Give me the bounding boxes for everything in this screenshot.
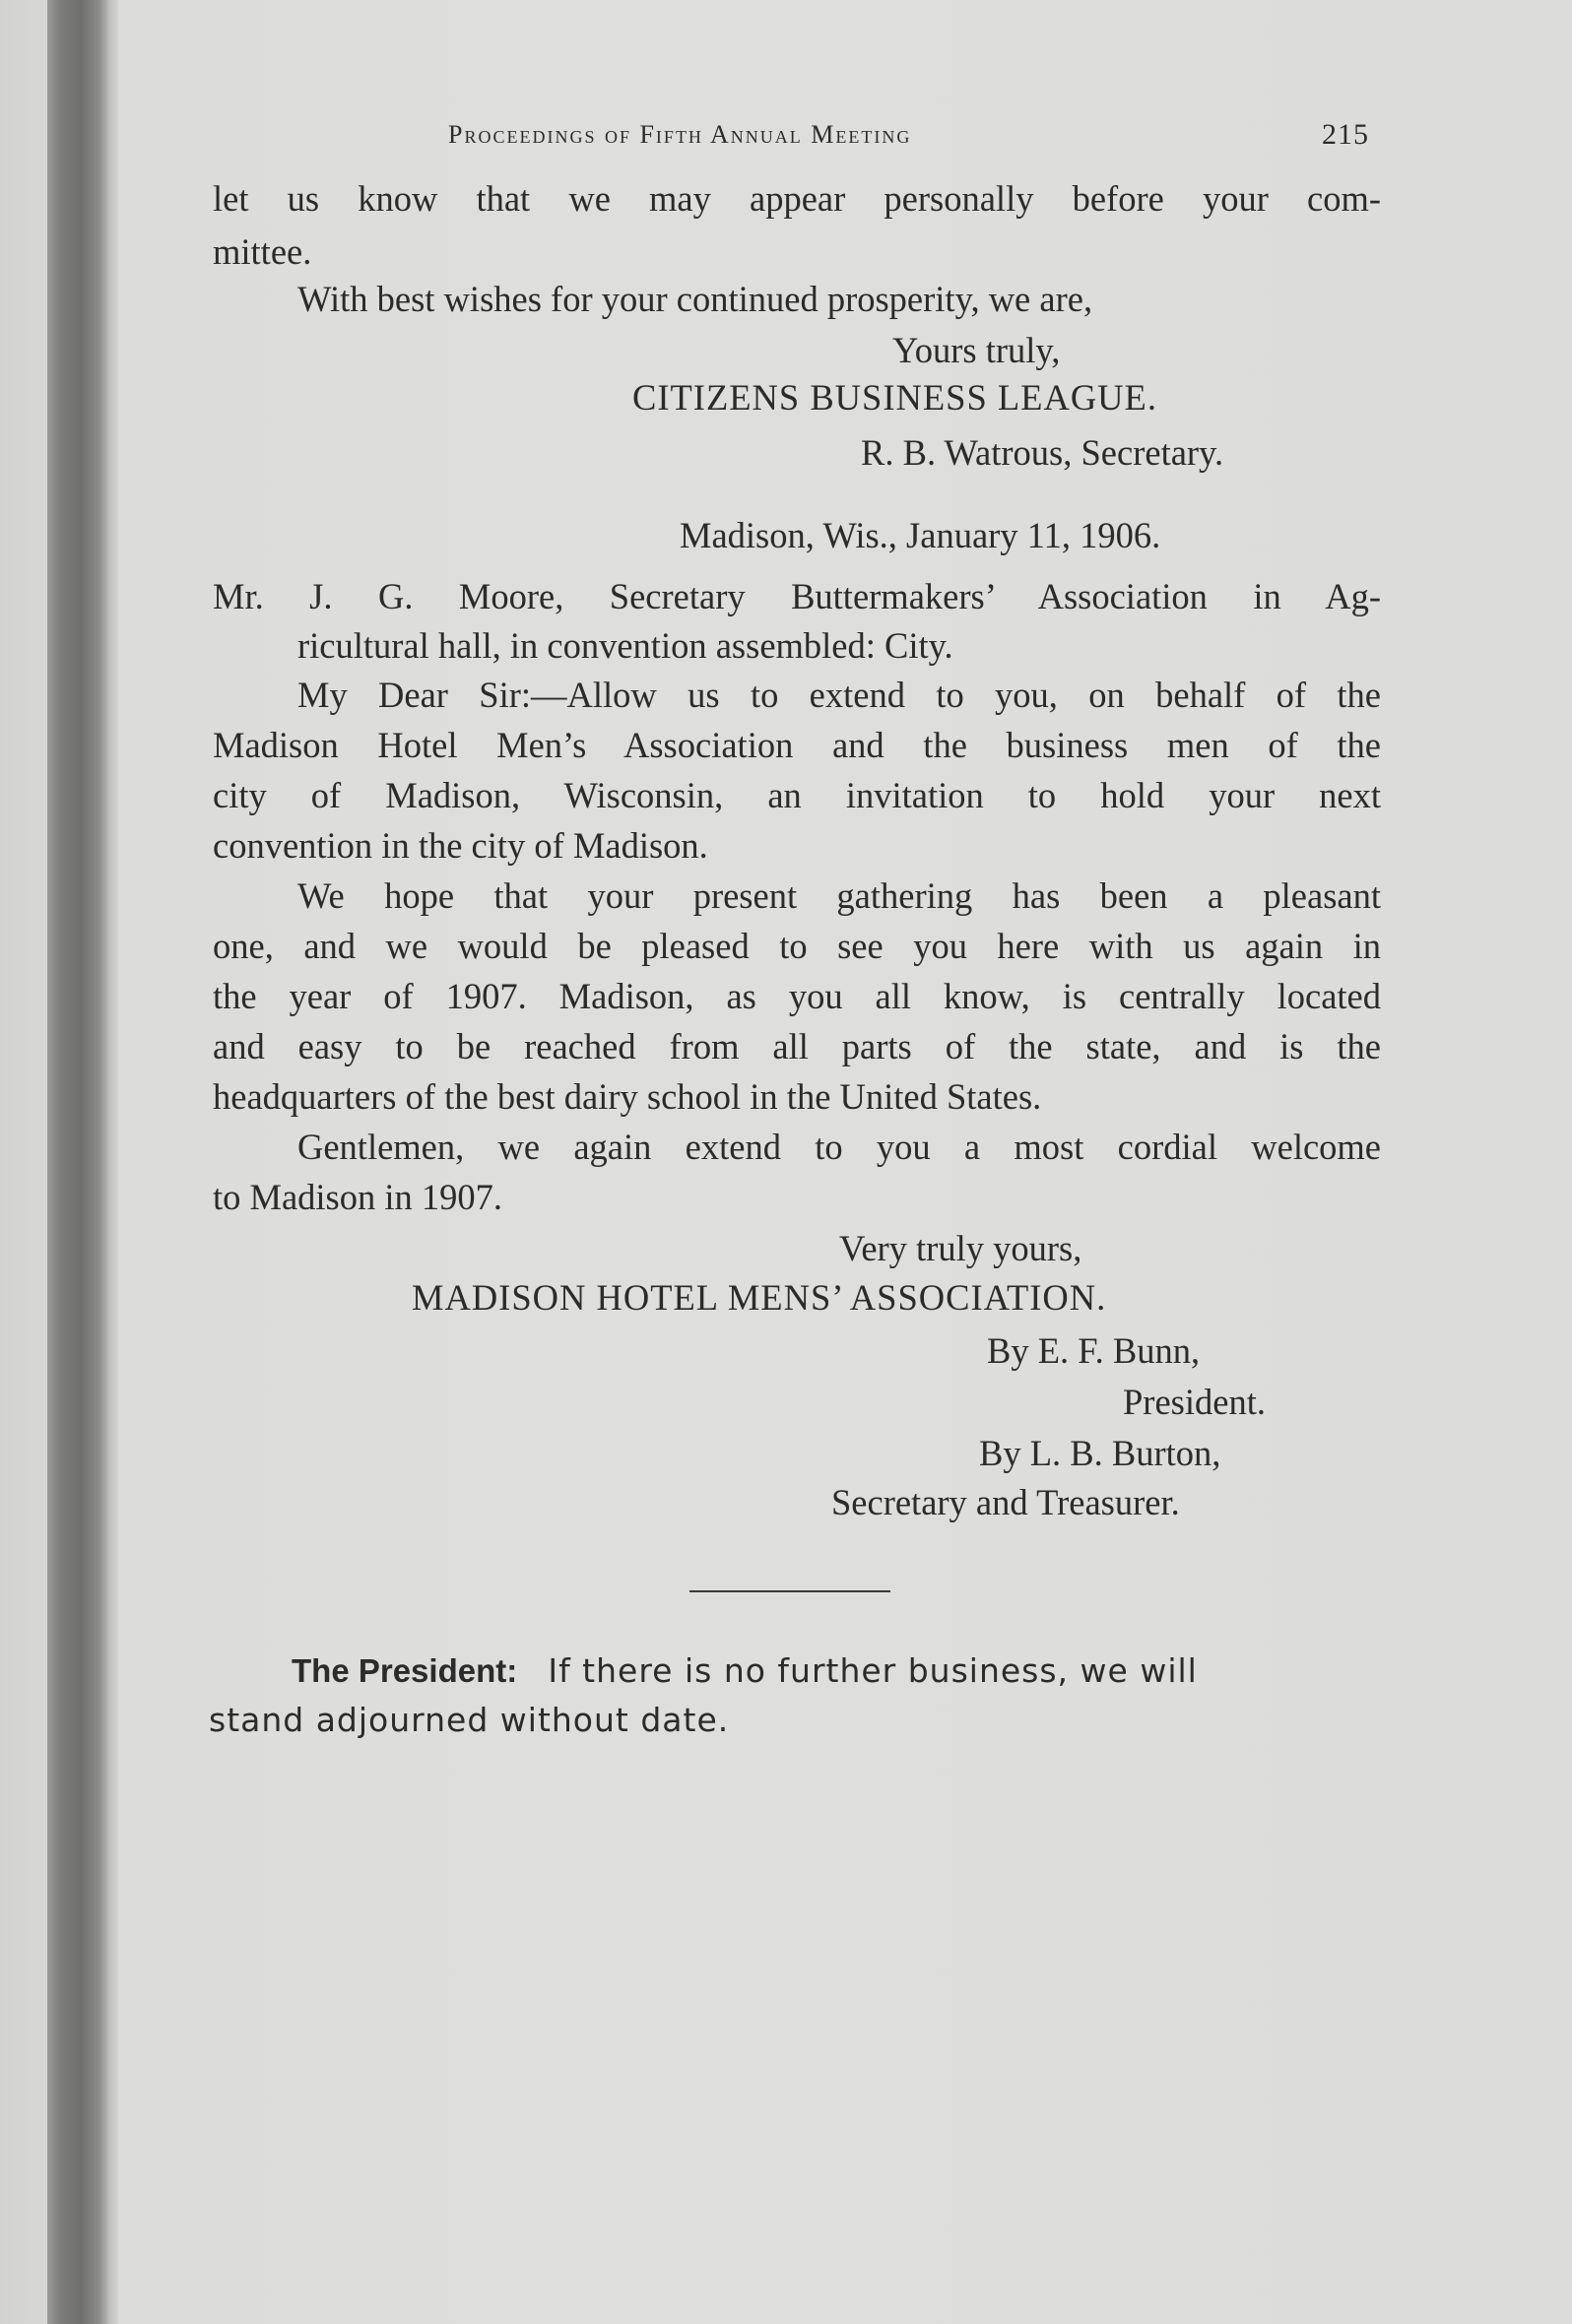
- speaker-label: The President:: [292, 1652, 518, 1689]
- closing-remark-line1: [292, 1652, 1198, 1689]
- letter1-organization: CITIZENS BUSINESS LEAGUE.: [632, 377, 1157, 418]
- letter1-continuation-line2: mittee.: [213, 231, 312, 272]
- running-title: Proceedings of Fifth Annual Meeting: [448, 120, 912, 149]
- letter2-dateline: Madison, Wis., January 11, 1906.: [680, 515, 1161, 555]
- closing-statement-line2: stand adjourned without date.: [209, 1701, 730, 1739]
- letter2-addressee-line2: ricultural hall, in convention assembled: City.: [297, 625, 953, 666]
- letter2-para2-line3: the year of 1907. Madison, as you all know, is centrally located: [213, 976, 1381, 1016]
- letter1-continuation-line1: let us know that we may appear personally before your com-: [213, 178, 1381, 219]
- letter1-valediction: Yours truly,: [892, 330, 1061, 370]
- letter2-para1-line1: My Dear Sir:—Allow us to extend to you, on behalf of the: [297, 675, 1381, 715]
- letter2-para3-line1: Gentlemen, we again extend to you a most cordial welcome: [297, 1127, 1381, 1167]
- letter2-signer2-name: By L. B. Burton,: [979, 1433, 1221, 1473]
- letter2-para2-line1: We hope that your present gathering has been a pleasant: [297, 875, 1381, 916]
- page-number: 215: [1322, 118, 1369, 151]
- letter2-para2-line2: one, and we would be pleased to see you here with us again in: [213, 926, 1381, 966]
- letter2-para1-line2: Madison Hotel Men’s Association and the business men of the: [213, 725, 1381, 765]
- letter2-signer2-title: Secretary and Treasurer.: [831, 1482, 1180, 1522]
- closing-statement-line1: If there is no further business, we will: [548, 1651, 1198, 1690]
- letter1-signatory: R. B. Watrous, Secretary.: [861, 432, 1224, 473]
- letter2-addressee-line1: Mr. J. G. Moore, Secretary Buttermakers’ Association in Ag-: [213, 576, 1381, 616]
- letter2-signer1-title: President.: [1123, 1382, 1266, 1422]
- letter2-para2-line5: headquarters of the best dairy school in the United States.: [213, 1076, 1042, 1117]
- section-divider: [689, 1590, 890, 1592]
- letter2-signer1-name: By E. F. Bunn,: [987, 1330, 1201, 1371]
- letter2-para1-line3: city of Madison, Wisconsin, an invitation to hold your next: [213, 775, 1381, 815]
- letter2-para1-line4: convention in the city of Madison.: [213, 825, 708, 866]
- letter2-valediction: Very truly yours,: [839, 1228, 1082, 1268]
- letter2-para2-line4: and easy to be reached from all parts of the state, and is the: [213, 1026, 1381, 1066]
- book-gutter: [108, 0, 118, 2324]
- letter1-closing-wishes: With best wishes for your continued prosperity, we are,: [297, 279, 1093, 319]
- book-spine-shadow: [47, 0, 108, 2324]
- letter2-para3-line2: to Madison in 1907.: [213, 1177, 503, 1217]
- letter2-organization: MADISON HOTEL MENS’ ASSOCIATION.: [412, 1277, 1107, 1318]
